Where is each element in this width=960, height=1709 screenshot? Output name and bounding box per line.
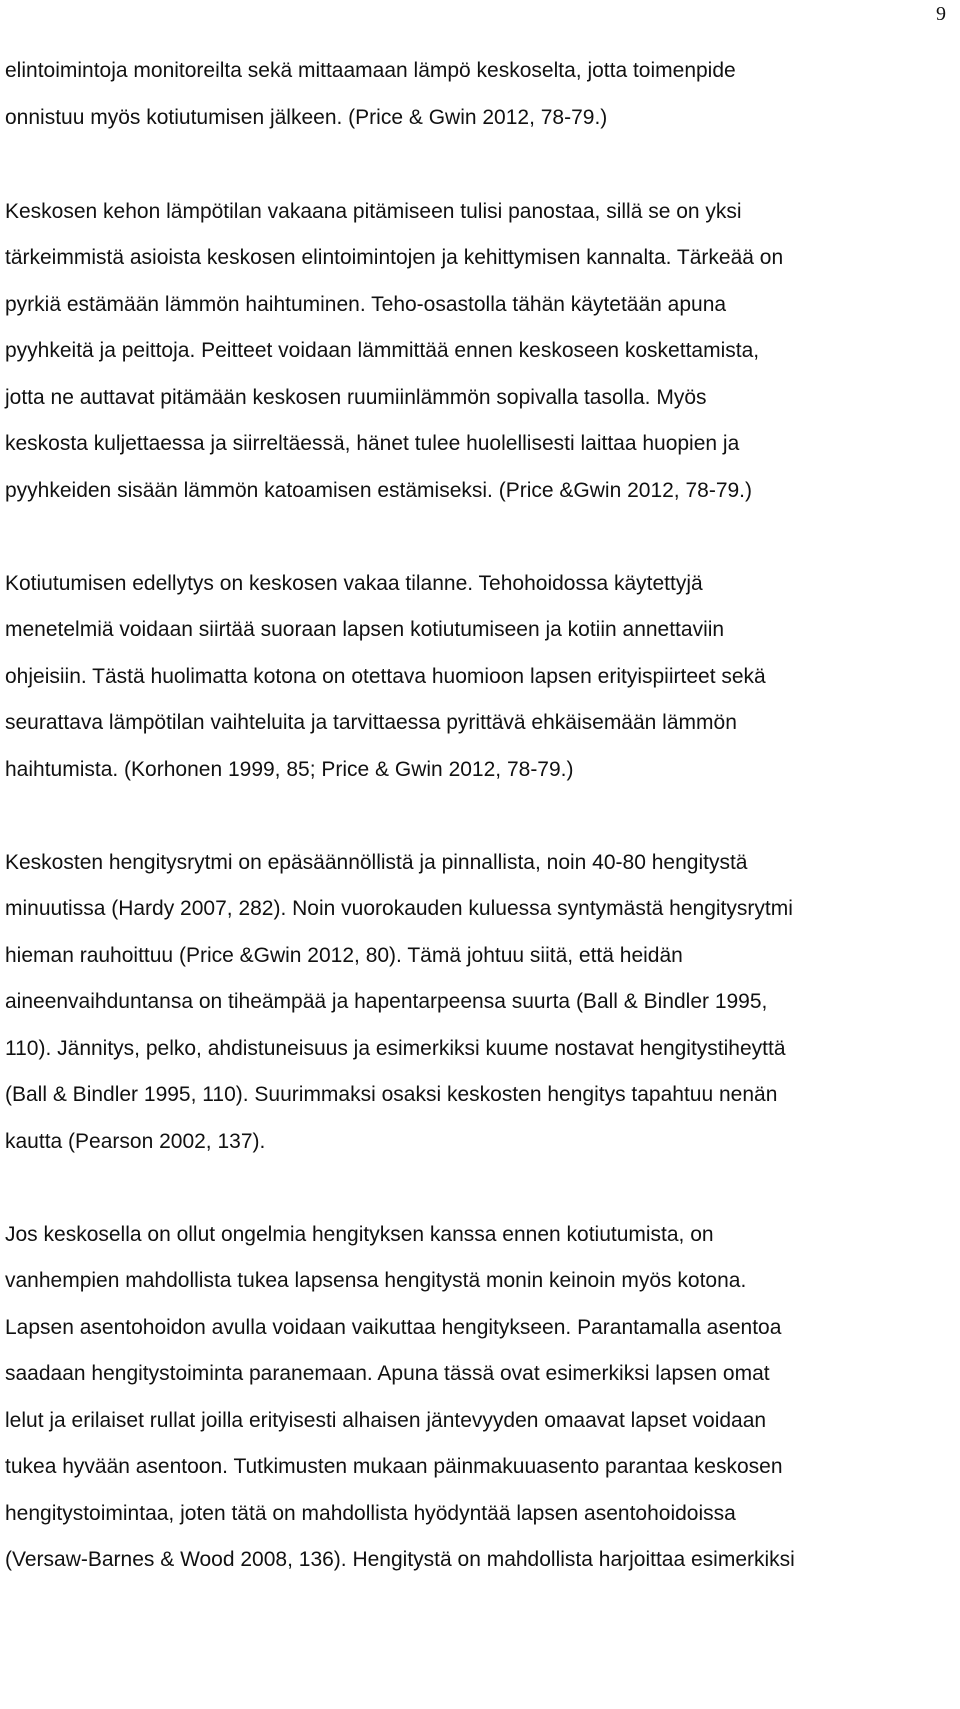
text-line: (Versaw-Barnes & Wood 2008, 136). Hengitystä on mahdollista harjoittaa esimerkiksi — [5, 1548, 795, 1571]
text-line: seurattava lämpötilan vaihteluita ja tarvittaessa pyrittävä ehkäisemään lämmön — [5, 711, 737, 734]
text-line: Keskosten hengitysrytmi on epäsäännöllistä ja pinnallista, noin 40-80 hengitystä — [5, 851, 748, 874]
text-line: Kotiutumisen edellytys on keskosen vakaa tilanne. Tehohoidossa käytettyjä — [5, 572, 703, 595]
page-number: 9 — [936, 3, 946, 25]
text-line: pyrkiä estämään lämmön haihtuminen. Teho-osastolla tähän käytetään apuna — [5, 293, 727, 316]
text-line: menetelmiä voidaan siirtää suoraan lapsen kotiutumiseen ja kotiin annettaviin — [5, 618, 725, 641]
text-line: 110). Jännitys, pelko, ahdistuneisuus ja esimerkiksi kuume nostavat hengitystiheyttä — [5, 1037, 786, 1060]
text-line: hieman rauhoittuu (Price &Gwin 2012, 80). Tämä johtuu siitä, että heidän — [5, 944, 683, 967]
text-line: kautta (Pearson 2002, 137). — [5, 1130, 266, 1153]
text-line: tukea hyvään asentoon. Tutkimusten mukaan päinmakuuasento parantaa keskosen — [5, 1455, 783, 1478]
text-line: tärkeimmistä asioista keskosen elintoimintojen ja kehittymisen kannalta. Tärkeää on — [5, 246, 784, 269]
text-line: keskosta kuljettaessa ja siirreltäessä, hänet tulee huolellisesti laittaa huopien ja — [5, 432, 740, 455]
text-line: jotta ne auttavat pitämään keskosen ruumiinlämmön sopivalla tasolla. Myös — [5, 386, 707, 409]
text-line: pyyhkeitä ja peittoja. Peitteet voidaan lämmittää ennen keskoseen koskettamista, — [5, 339, 760, 362]
text-line: Jos keskosella on ollut ongelmia hengityksen kanssa ennen kotiutumista, on — [5, 1223, 714, 1246]
text-line: minuutissa (Hardy 2007, 282). Noin vuorokauden kuluessa syntymästä hengitysrytmi — [5, 897, 793, 920]
text-line: haihtumista. (Korhonen 1999, 85; Price & Gwin 2012, 78-79.) — [5, 758, 574, 781]
text-line: hengitystoimintaa, joten tätä on mahdollista hyödyntää lapsen asentohoidoissa — [5, 1502, 736, 1525]
text-line: aineenvaihduntansa on tiheämpää ja hapentarpeensa suurta (Ball & Bindler 1995, — [5, 990, 768, 1013]
text-line: lelut ja erilaiset rullat joilla erityisesti alhaisen jäntevyyden omaavat lapset voidaan — [5, 1409, 767, 1432]
text-line: onnistuu myös kotiutumisen jälkeen. (Price & Gwin 2012, 78-79.) — [5, 106, 608, 129]
text-line: pyyhkeiden sisään lämmön katoamisen estämiseksi. (Price &Gwin 2012, 78-79.) — [5, 479, 753, 502]
text-line: Keskosen kehon lämpötilan vakaana pitämiseen tulisi panostaa, sillä se on yksi — [5, 200, 742, 223]
text-line: (Ball & Bindler 1995, 110). Suurimmaksi osaksi keskosten hengitys tapahtuu nenän — [5, 1083, 778, 1106]
text-line: Lapsen asentohoidon avulla voidaan vaikuttaa hengitykseen. Parantamalla asentoa — [5, 1316, 782, 1339]
text-line: elintoimintoja monitoreilta sekä mittaamaan lämpö keskoselta, jotta toimenpide — [5, 59, 736, 82]
text-line: saadaan hengitystoiminta paranemaan. Apuna tässä ovat esimerkiksi lapsen omat — [5, 1362, 770, 1385]
text-line: vanhempien mahdollista tukea lapsensa hengitystä monin keinoin myös kotona. — [5, 1269, 747, 1292]
text-line: ohjeisiin. Tästä huolimatta kotona on otettava huomioon lapsen erityispiirteet sekä — [5, 665, 766, 688]
